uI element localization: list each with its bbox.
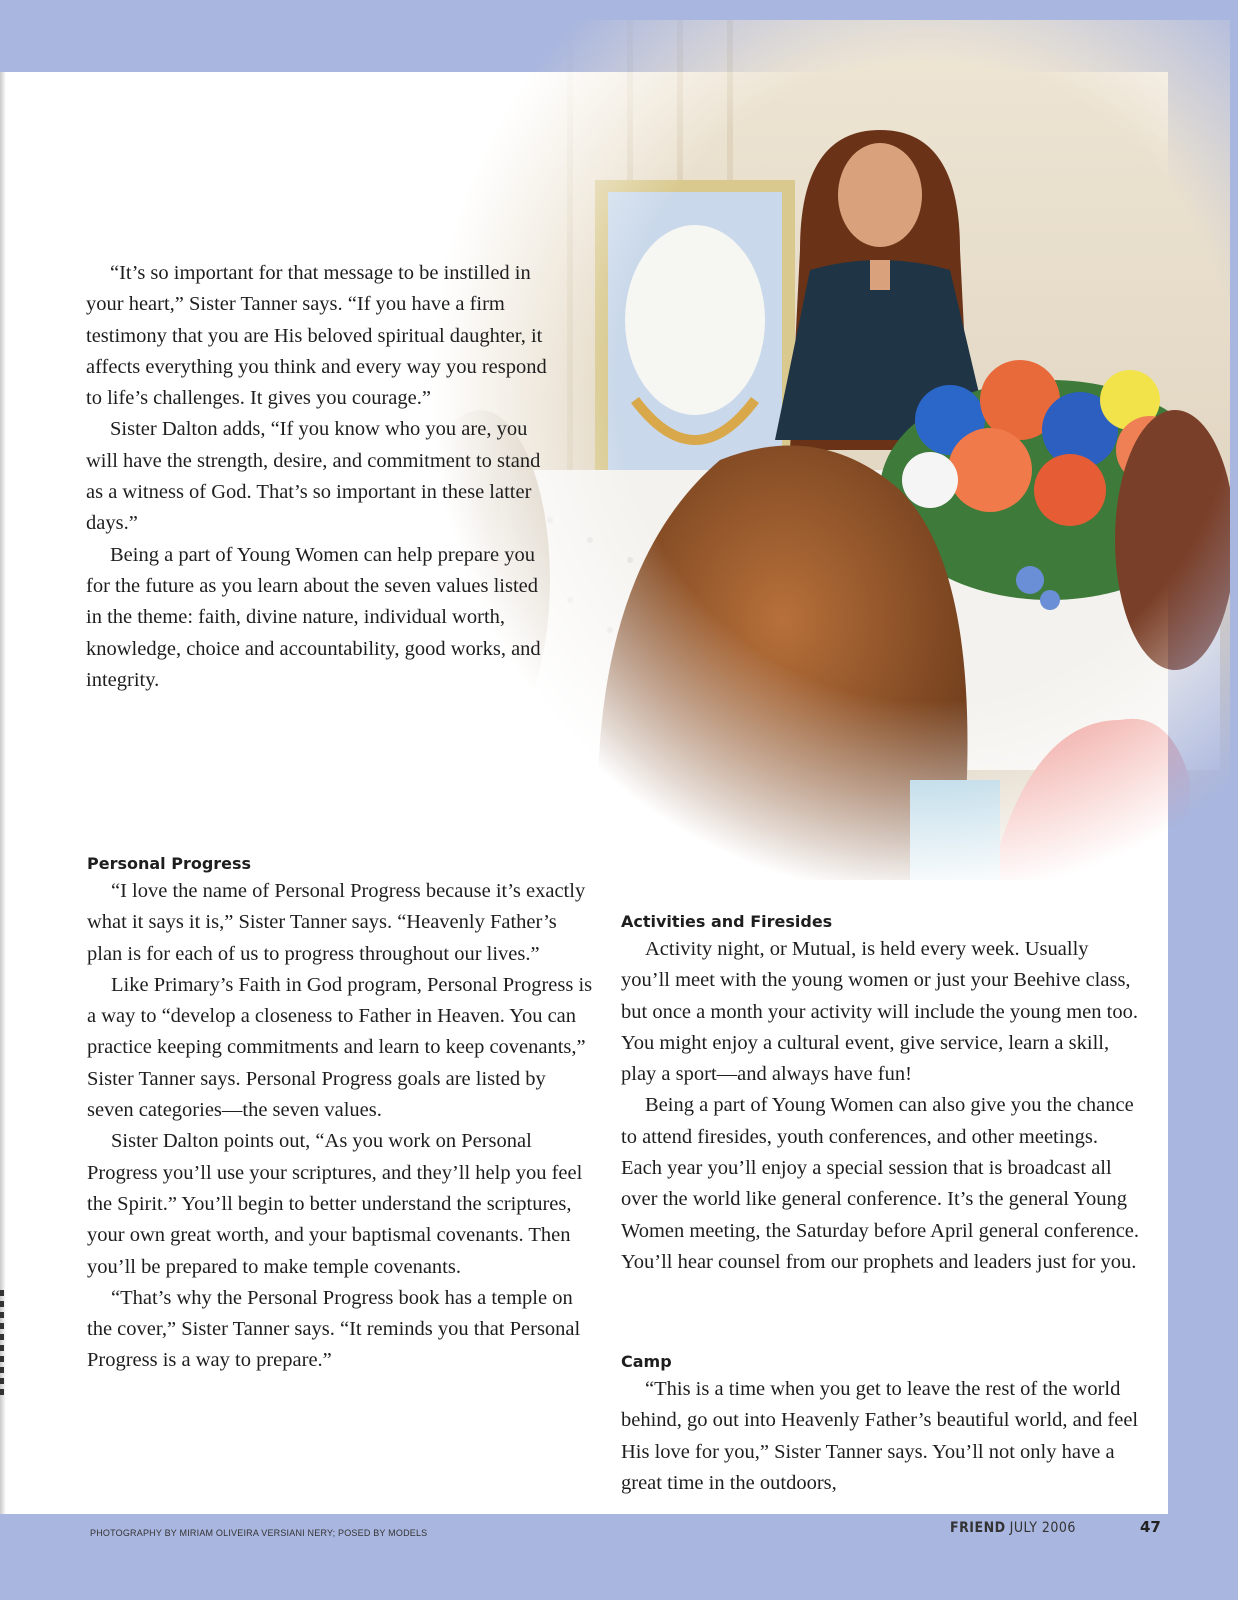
intro-column [86, 258, 556, 696]
intro-paragraph: “It’s so important for that message to be instilled in your heart,” Sister Tanner says. “If you have a firm testimony that you are His beloved spiritual daughter, it affects everything you think and every way you respond to life’s challenges. It gives you courage.” [86, 262, 547, 410]
magazine-folio [950, 1520, 1076, 1536]
intro-paragraph: Being a part of Young Women can help prepare you for the future as you learn about the seven values listed in the theme: faith, divine nature, individual worth, knowledge, choice and accountability, good works, and integrity. [86, 543, 541, 691]
activities-section [621, 910, 1141, 1278]
personal-progress-section [87, 852, 597, 1377]
section-heading: Camp [621, 1352, 672, 1371]
magazine-name: FRIEND [950, 1520, 1006, 1536]
photo-credit: PHOTOGRAPHY BY MIRIAM OLIVEIRA VERSIANI NERY; POSED BY MODELS [90, 1528, 428, 1538]
body-paragraph: Activity night, or Mutual, is held every week. Usually you’ll meet with the young women or just your Beehive class, but once a month your activity will include the young men too. You might enjoy a cultural event, give service, learn a skill, play a sport—and always have fun! [621, 938, 1138, 1086]
body-paragraph: Like Primary’s Faith in God program, Personal Progress is a way to “develop a closeness to Father in Heaven. You can practice keeping commitments and learn to keep covenants,” Sister Tanner says. Personal Progress goals are listed by seven categories—the seven values. [87, 973, 593, 1122]
body-paragraph: Being a part of Young Women can also give you the chance to attend firesides, youth conferences, and other meetings. Each year you’ll enjoy a special session that is broadcast all over the world like general conference. It’s the general Young Women meeting, the Saturday before April general conference. You’ll hear counsel from our prophets and leaders just for you. [621, 1094, 1140, 1273]
body-paragraph: Sister Dalton points out, “As you work on Personal Progress you’ll use your scriptures, and they’ll help you feel the Spirit.” You’ll begin to better understand the scriptures, your own great worth, and your baptismal covenants. Then you’ll be prepared to make temple covenants. [87, 1130, 583, 1278]
body-paragraph: “I love the name of Personal Progress because it’s exactly what it says it is,” Sister Tanner says. “Heavenly Father’s plan is for each of us to progress throughout our lives.” [87, 880, 586, 965]
binding-mark [0, 1290, 4, 1395]
body-paragraph: “That’s why the Personal Progress book has a temple on the cover,” Sister Tanner says. “It reminds you that Personal Progress is a way to prepare.” [87, 1286, 581, 1372]
camp-section [621, 1350, 1141, 1499]
page-number: 47 [1140, 1518, 1161, 1536]
intro-paragraph: Sister Dalton adds, “If you know who you are, you will have the strength, desire, and commitment to stand as a witness of God. That’s so important in these latter days.” [86, 418, 541, 535]
section-heading: Personal Progress [87, 854, 252, 873]
section-heading: Activities and Firesides [621, 912, 833, 931]
issue-date: JULY 2006 [1009, 1520, 1076, 1536]
body-paragraph: “This is a time when you get to leave the rest of the world behind, go out into Heavenly Father’s beautiful world, and feel His love for you,” Sister Tanner says. You’ll not only have a great time in the outdoors, [621, 1378, 1139, 1494]
